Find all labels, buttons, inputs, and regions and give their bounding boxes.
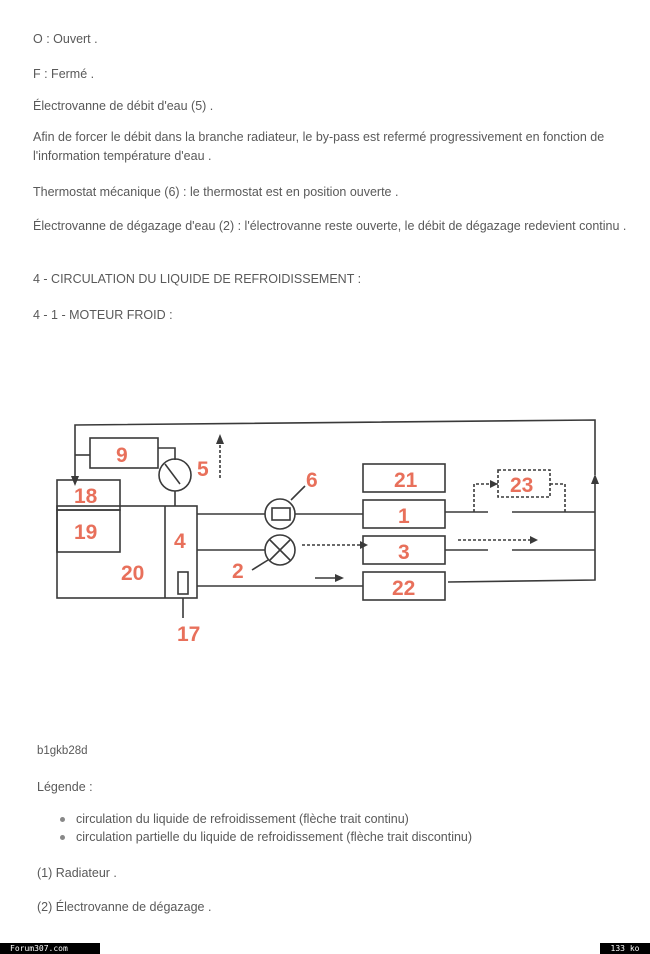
text-thermostat: Thermostat mécanique (6) : le thermostat est en position ouverte . xyxy=(33,185,399,199)
text-f-ferme: F : Fermé . xyxy=(33,67,95,81)
legende-heading: Légende : xyxy=(37,780,93,794)
arrowhead-dashed-2 xyxy=(360,541,368,549)
label-17: 17 xyxy=(177,623,201,646)
label-20: 20 xyxy=(121,562,145,585)
footer-file-size: 133 ko xyxy=(600,943,650,954)
legend-list xyxy=(58,810,472,846)
label-3: 3 xyxy=(398,541,410,564)
heading-circulation: 4 - CIRCULATION DU LIQUIDE DE REFROIDISSEMENT : xyxy=(33,272,362,286)
leader-6 xyxy=(291,486,305,500)
paragraph-bypass: Afin de forcer le débit dans la branche radiateur, le by-pass est refermé progressivement en fonction de l'information température d'eau . xyxy=(33,130,605,163)
label-4: 4 xyxy=(174,530,186,553)
label-21: 21 xyxy=(394,469,418,492)
item-radiateur: (1) Radiateur . xyxy=(37,866,117,880)
heading-moteur-froid: 4 - 1 - MOTEUR FROID : xyxy=(33,308,173,322)
return-loop-line xyxy=(75,420,595,480)
label-5: 5 xyxy=(197,458,209,481)
arrowhead-dashed-3 xyxy=(530,536,538,544)
valve-5-needle xyxy=(165,464,180,484)
label-19: 19 xyxy=(74,521,98,544)
link-9-5 xyxy=(158,448,175,460)
label-1: 1 xyxy=(398,505,410,528)
legend-item-dashed: circulation partielle du liquide de refroidissement (flèche trait discontinu) xyxy=(58,828,472,846)
paragraph-degazage: Électrovanne de dégazage d'eau (2) : l'électrovanne reste ouverte, le débit de dégazage redevient continu . xyxy=(33,219,627,233)
arrowhead-22 xyxy=(335,574,344,582)
thermostat-6-core xyxy=(272,508,290,520)
label-2: 2 xyxy=(232,560,244,583)
label-6: 6 xyxy=(306,469,318,492)
legend-item-continuous: circulation du liquide de refroidissement (flèche trait continu) xyxy=(58,810,472,828)
cooling-circuit-diagram xyxy=(0,400,650,660)
label-23: 23 xyxy=(510,474,534,497)
valve-5 xyxy=(159,459,191,491)
label-9: 9 xyxy=(116,444,128,467)
leader-2 xyxy=(252,560,268,570)
text-electrovanne-debit: Électrovanne de débit d'eau (5) . xyxy=(33,99,214,113)
footer-site-link[interactable]: Forum307.com xyxy=(0,943,100,954)
label-22: 22 xyxy=(392,577,416,600)
item-electrovanne-degazage: (2) Électrovanne de dégazage . xyxy=(37,900,212,914)
arrowhead-5-up xyxy=(216,434,224,444)
box-17 xyxy=(178,572,188,594)
dashed-link-23-left xyxy=(474,484,498,512)
text-o-ouvert: O : Ouvert . xyxy=(33,32,98,46)
figure-reference: b1gkb28d xyxy=(37,745,88,757)
label-18: 18 xyxy=(74,485,98,508)
arrowhead-23 xyxy=(490,480,498,488)
dashed-link-23-right xyxy=(550,484,565,512)
arrowhead-right-up xyxy=(591,474,599,484)
